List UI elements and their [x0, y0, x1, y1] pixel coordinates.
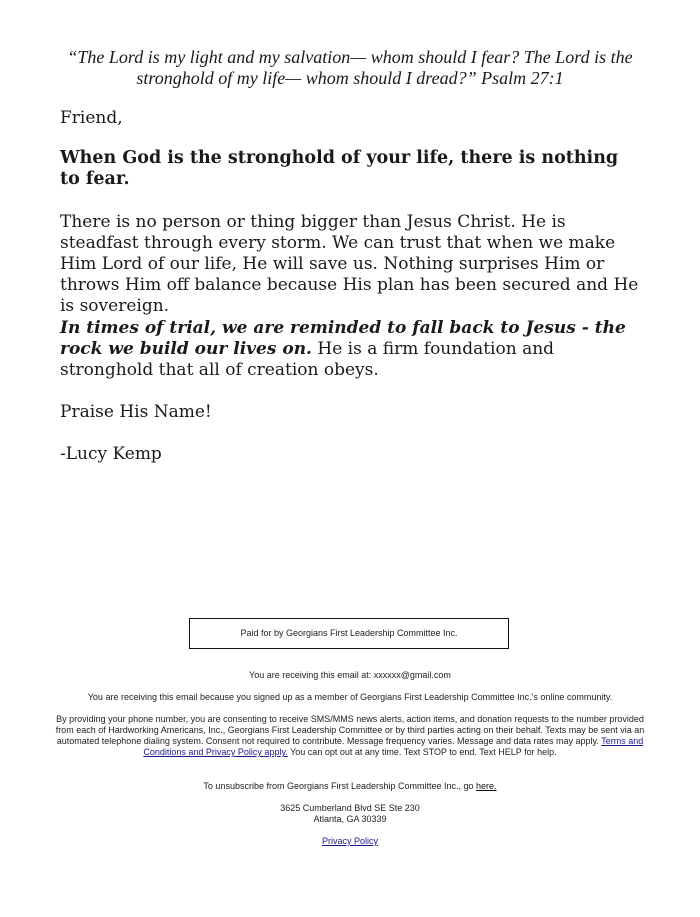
mailing-address — [50, 803, 650, 825]
paragraph-2 — [60, 318, 640, 381]
unsubscribe-line — [50, 781, 650, 792]
unsubscribe-link[interactable]: here. — [476, 781, 497, 791]
paragraph-1: There is no person or thing bigger than Jesus Christ. He is steadfast through every storm. We can trust that when we make Him Lord of our life, He will save us. Nothing surprises Him or throws Him off balance because His plan has been secured and He is sovereign. — [60, 212, 639, 316]
greeting: Friend, — [60, 108, 123, 128]
signup-notice: You are receiving this email because you signed up as a member of Georgians First Leadership Committee Inc.'s online community. — [87, 692, 613, 702]
address-line-1: 3625 Cumberland Blvd SE Ste 230 — [280, 803, 420, 813]
paragraph-2-rest: He is a firm foundation and stronghold that all of creation obeys. — [60, 339, 555, 380]
praise-line: Praise His Name! — [60, 402, 212, 422]
paragraph-2-emphasis: In times of trial, we are reminded to fall back to Jesus - the rock we build our lives on. — [60, 318, 626, 359]
phone-notice-part-2: You can opt out at any time. Text STOP to end. Text HELP for help. — [287, 747, 557, 757]
address-line-2: Atlanta, GA 30339 — [313, 814, 387, 824]
phone-notice-part-1: By providing your phone number, you are consenting to receive SMS/MMS news alerts, action items, and donation requests to the number provided from each of Hardworking Americans, Inc., Georgians First Leadership Committee or by third parties acting on their behalf. Texts may be sent via an automated telephone dialing system. Consent not required to contribute. Message frequency varies. Message and data rates may apply. — [55, 714, 645, 746]
paid-for-box — [189, 618, 509, 649]
terms-link[interactable]: Terms and Conditions and Privacy Policy apply. — [143, 736, 644, 757]
privacy-policy-link[interactable]: Privacy Policy — [321, 836, 378, 846]
signature: -Lucy Kemp — [60, 444, 162, 464]
privacy-policy-line — [50, 836, 650, 847]
receiving-email-notice: You are receiving this email at: xxxxxx@gmail.com — [249, 670, 451, 680]
paid-for-text: Paid for by Georgians First Leadership Committee Inc. — [240, 628, 458, 638]
lead-heading: When God is the stronghold of your life, there is nothing to fear. — [60, 148, 619, 189]
unsubscribe-text: To unsubscribe from Georgians First Leadership Committee Inc., go — [203, 781, 477, 791]
scripture-quote: “The Lord is my light and my salvation— whom should I fear? The Lord is the stronghold of my life— whom should I dread?” Psalm 27:1 — [67, 47, 633, 88]
phone-consent-notice — [50, 714, 650, 758]
